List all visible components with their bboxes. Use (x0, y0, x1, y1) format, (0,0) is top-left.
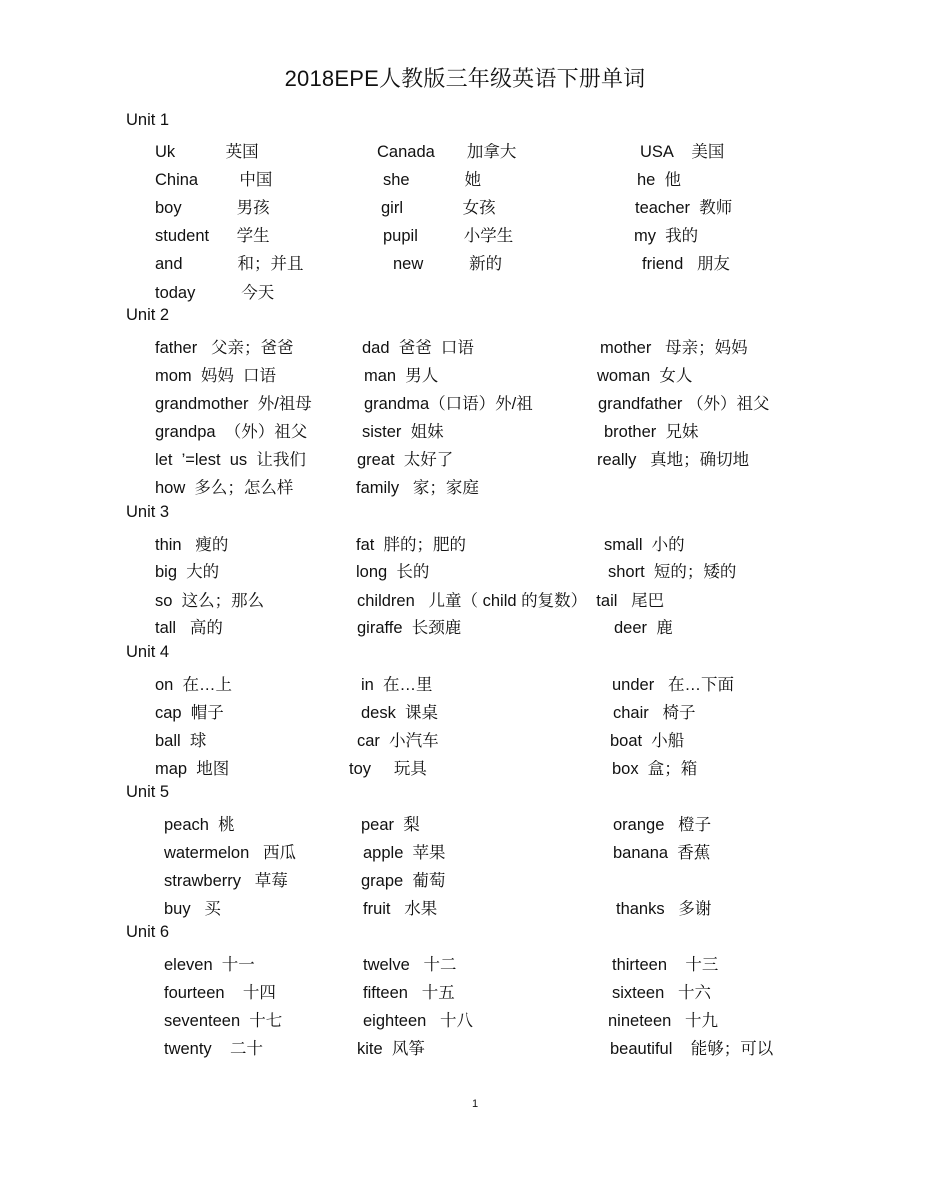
vocab-entry: mother 母亲；妈妈 (600, 339, 748, 357)
vocab-entry: long 长的 (356, 563, 430, 581)
vocab-entry: fifteen 十五 (363, 984, 455, 1002)
vocab-entry: in 在…里 (361, 676, 433, 694)
vocab-entry: grape 葡萄 (361, 872, 446, 890)
vocab-entry: today 今天 (155, 284, 275, 302)
vocab-entry: buy 买 (164, 900, 221, 918)
vocab-entry: thanks 多谢 (616, 900, 712, 918)
unit-heading: Unit 5 (126, 783, 170, 801)
vocab-row (0, 250, 950, 274)
vocab-entry: grandmother 外/祖母 (155, 395, 312, 413)
vocab-entry: pupil 小学生 (383, 227, 514, 245)
unit-heading: Unit 3 (126, 503, 170, 521)
vocab-row (0, 839, 950, 863)
vocab-row (0, 699, 950, 723)
vocab-entry: Canada 加拿大 (377, 143, 517, 161)
vocab-entry: strawberry 草莓 (164, 872, 288, 890)
vocab-entry: boat 小船 (610, 732, 685, 750)
vocab-entry: beautiful 能够；可以 (610, 1040, 774, 1058)
vocab-entry: sixteen 十六 (612, 984, 712, 1002)
vocab-entry: fruit 水果 (363, 900, 438, 918)
vocab-row (0, 166, 950, 190)
vocab-entry: Uk 英国 (155, 143, 259, 161)
vocab-row (0, 222, 950, 246)
vocab-row (0, 390, 950, 414)
vocab-entry: map 地图 (155, 760, 230, 778)
unit-heading: Unit 1 (126, 111, 170, 129)
vocab-entry: student 学生 (155, 227, 270, 245)
vocab-entry: thin 瘦的 (155, 536, 229, 554)
vocab-entry: watermelon 西瓜 (164, 844, 297, 862)
vocab-row (0, 362, 950, 386)
vocab-entry: desk 课桌 (361, 704, 439, 722)
vocab-entry: father 父亲；爸爸 (155, 339, 294, 357)
vocab-entry: chair 椅子 (613, 704, 696, 722)
vocab-entry: car 小汽车 (357, 732, 439, 750)
vocab-entry: box 盒；箱 (612, 760, 698, 778)
vocab-row (0, 979, 950, 1003)
vocab-entry: sister 姐妹 (362, 423, 444, 441)
unit-heading: Unit 4 (126, 643, 170, 661)
vocab-entry: family 家；家庭 (356, 479, 479, 497)
vocab-entry: he 他 (637, 171, 682, 189)
vocab-entry: kite 风筝 (357, 1040, 425, 1058)
page-number: 1 (471, 1098, 479, 1110)
document-title: 2018EPE人教版三年级英语下册单词 (284, 66, 646, 91)
vocab-row (0, 558, 950, 582)
vocab-entry: nineteen 十九 (608, 1012, 719, 1030)
vocab-row (0, 1035, 950, 1059)
vocab-entry: my 我的 (634, 227, 699, 245)
vocab-entry: man 男人 (364, 367, 439, 385)
vocab-entry: grandpa （外）祖父 (155, 423, 308, 441)
vocab-entry: new 新的 (393, 255, 503, 273)
vocab-row (0, 194, 950, 218)
vocab-entry: eighteen 十八 (363, 1012, 474, 1030)
vocab-entry: brother 兄妹 (604, 423, 699, 441)
vocab-row (0, 1007, 950, 1031)
vocab-entry: she 她 (383, 171, 482, 189)
vocab-entry: eleven 十一 (164, 956, 255, 974)
vocab-row (0, 531, 950, 555)
vocab-row (0, 867, 950, 891)
vocab-entry: grandma（口语）外/祖 (364, 395, 533, 413)
vocab-entry: let ’=lest us 让我们 (155, 451, 306, 469)
vocab-entry: fat 胖的；肥的 (356, 536, 467, 554)
vocab-entry: deer 鹿 (614, 619, 673, 637)
vocab-row (0, 334, 950, 358)
vocab-entry: children 儿童（ child 的复数） tail 尾巴 (357, 592, 665, 610)
unit-heading: Unit 6 (126, 923, 170, 941)
vocab-entry: woman 女人 (597, 367, 693, 385)
vocab-entry: peach 桃 (164, 816, 235, 834)
vocab-entry: orange 橙子 (613, 816, 712, 834)
vocab-entry: short 短的；矮的 (608, 563, 737, 581)
vocab-entry: twenty 二十 (164, 1040, 264, 1058)
vocab-entry: ball 球 (155, 732, 207, 750)
vocab-row (0, 811, 950, 835)
vocab-entry: great 太好了 (357, 451, 454, 469)
vocab-entry: so 这么；那么 (155, 592, 265, 610)
vocab-entry: mom 妈妈 口语 (155, 367, 277, 385)
vocab-entry: really 真地；确切地 (597, 451, 750, 469)
vocab-row (0, 279, 950, 303)
vocab-entry: under 在…下面 (612, 676, 734, 694)
vocab-entry: giraffe 长颈鹿 (357, 619, 462, 637)
vocab-entry: fourteen 十四 (164, 984, 276, 1002)
vocab-row (0, 755, 950, 779)
vocab-row (0, 895, 950, 919)
vocab-row (0, 138, 950, 162)
vocab-row (0, 727, 950, 751)
vocab-entry: tall 高的 (155, 619, 223, 637)
vocab-entry: friend 朋友 (642, 255, 731, 273)
unit-heading: Unit 2 (126, 306, 170, 324)
vocab-entry: banana 香蕉 (613, 844, 711, 862)
vocab-entry: cap 帽子 (155, 704, 224, 722)
vocab-entry: seventeen 十七 (164, 1012, 283, 1030)
vocab-entry: girl 女孩 (381, 199, 496, 217)
vocab-row (0, 446, 950, 470)
vocab-entry: thirteen 十三 (612, 956, 719, 974)
vocab-entry: big 大的 (155, 563, 220, 581)
vocab-entry: grandfather （外）祖父 (598, 395, 770, 413)
vocab-entry: pear 梨 (361, 816, 420, 834)
vocab-entry: toy 玩具 (349, 760, 427, 778)
vocab-entry: boy 男孩 (155, 199, 270, 217)
vocab-row (0, 587, 950, 611)
vocab-row (0, 474, 950, 498)
vocab-entry: apple 苹果 (363, 844, 446, 862)
vocab-entry: teacher 教师 (635, 199, 733, 217)
vocab-entry: China 中国 (155, 171, 273, 189)
vocab-entry: and 和；并且 (155, 255, 304, 273)
vocab-row (0, 418, 950, 442)
vocab-entry: dad 爸爸 口语 (362, 339, 474, 357)
vocab-row (0, 951, 950, 975)
vocab-entry: on 在…上 (155, 676, 233, 694)
vocab-entry: how 多么；怎么样 (155, 479, 294, 497)
vocab-entry: USA 美国 (640, 143, 725, 161)
vocab-row (0, 614, 950, 638)
vocab-entry: twelve 十二 (363, 956, 457, 974)
vocab-entry: small 小的 (604, 536, 685, 554)
vocab-row (0, 671, 950, 695)
